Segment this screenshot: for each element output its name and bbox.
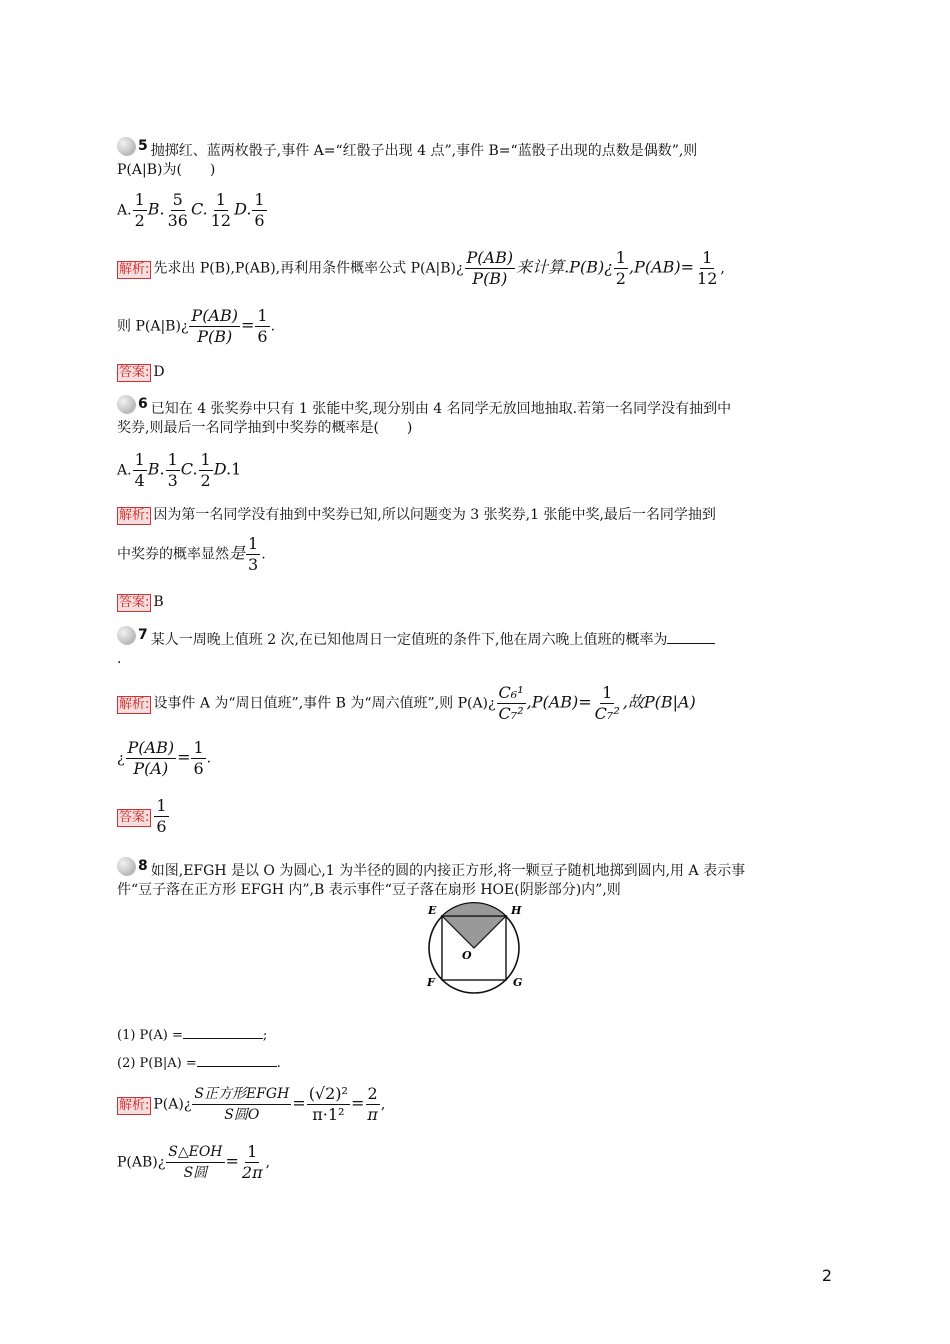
q8-analysis-line2	[117, 1142, 270, 1183]
q7-line1	[117, 625, 715, 650]
formula-fraction: $\frac{\text{C₆¹}}{\text{C₇²}}$	[498, 683, 524, 723]
option-c-value: $\frac{1}{2}$	[200, 450, 211, 490]
q8-line1	[117, 856, 745, 881]
q6-analysis-line2	[117, 534, 266, 575]
analysis-tag: 解析:	[119, 261, 150, 277]
formula-fraction: $\frac{\text{(√2)²}}{\text{π·1²}}$	[308, 1084, 348, 1124]
question-number: 5	[138, 138, 148, 154]
q7-analysis-line1	[117, 683, 696, 724]
q8-sub2	[117, 1052, 281, 1074]
answer-blank[interactable]	[183, 1024, 263, 1039]
label-o: O	[462, 949, 472, 962]
analysis-text: 来计算.P(B)¿	[516, 257, 613, 277]
question-marker-icon	[117, 626, 135, 644]
q7-stem: 某人一周晚上值班 2 次,在已知他周日一定值班的条件下,他在周六晚上值班的概率为	[150, 632, 668, 648]
analysis-text: ,	[265, 1154, 271, 1171]
formula-fraction: $\frac{1}{3}$	[248, 534, 259, 574]
analysis-text: =	[177, 747, 191, 767]
q6-answer	[117, 592, 164, 612]
analysis-text: =	[292, 1093, 306, 1113]
q8-line2: 件“豆子落在正方形 EFGH 内”,B 表示事件“豆子落在扇形 HOE(阴影部分)内”,则	[117, 882, 621, 898]
option-c-value: $\frac{1}{12}$	[210, 190, 232, 230]
formula-fraction: $\frac{1}{6}$	[193, 738, 204, 778]
question-marker-icon	[117, 395, 135, 413]
q5-line2: P(A|B)为( )	[117, 162, 216, 178]
answer-tag: 答案:	[119, 595, 150, 610]
option-b-label: B.	[147, 459, 165, 479]
q8-sub1	[117, 1024, 267, 1046]
option-d-value: 1	[231, 459, 242, 479]
segment-shaded	[442, 903, 506, 916]
analysis-text: P(AB)¿	[117, 1154, 166, 1171]
formula-fraction: $\frac{1}{6}$	[257, 306, 268, 346]
formula-fraction: $\frac{P(AB)}{P(A)}$	[127, 738, 175, 778]
answer-tag: 答案:	[119, 809, 150, 825]
answer-value: D	[153, 364, 165, 380]
label-g: G	[513, 976, 523, 989]
analysis-text: ,故P(B|A)	[622, 692, 696, 712]
q6-analysis-line1	[117, 505, 716, 525]
analysis-text: ,P(AB)=	[628, 257, 695, 277]
q6-options	[117, 450, 241, 491]
label-f: F	[427, 976, 435, 989]
option-c-label: C.	[190, 199, 208, 219]
answer-value: B	[153, 594, 164, 610]
option-d-label: D.	[234, 199, 252, 219]
analysis-text: ,	[380, 1096, 386, 1113]
option-d-label: D.	[213, 459, 232, 479]
analysis-text: .	[270, 318, 276, 335]
sector-hoe	[442, 916, 506, 948]
formula-fraction: $\frac{1}{2}$	[615, 248, 626, 288]
analysis-text: ,	[720, 260, 725, 277]
option-a-value: $\frac{1}{2}$	[134, 190, 145, 230]
q8-analysis-line1	[117, 1084, 385, 1125]
q6-stem: 已知在 4 张奖券中只有 1 张能中奖,现分别由 4 名同学无放回地抽取.若第一名同学没有抽到中	[150, 401, 732, 417]
analysis-text: 则 P(A|B)¿	[117, 318, 189, 335]
analysis-text: =	[225, 1151, 239, 1171]
q7-line2: .	[117, 651, 122, 667]
analysis-text: ¿	[117, 750, 125, 767]
analysis-text: 先求出 P(B),P(AB),再利用条件概率公式 P(A|B)¿	[153, 260, 464, 277]
analysis-tag: 解析:	[119, 508, 150, 523]
formula-fraction: $\frac{1}{2\pi}$	[241, 1142, 263, 1182]
q5-options	[117, 190, 268, 231]
q5-answer	[117, 362, 165, 382]
option-b-value: $\frac{1}{3}$	[167, 450, 178, 490]
option-b-value: $\frac{5}{36}$	[167, 190, 188, 230]
answer-value: $\frac{1}{6}$	[156, 796, 167, 836]
analysis-text: .	[206, 750, 212, 767]
sub-question-label: (1) P(A) =	[117, 1028, 183, 1043]
q5-stem: 抛掷红、蓝两枚骰子,事件 A=“红骰子出现 4 点”,事件 B=“蓝骰子出现的点数是偶数”,则	[150, 143, 698, 159]
q5-analysis-line1	[117, 248, 725, 289]
q5-analysis-line2	[117, 306, 275, 347]
formula-fraction: $\frac{\text{S正方形EFGH}}{\text{S圆O}}$	[194, 1086, 290, 1123]
analysis-text: 因为第一名同学没有抽到中奖券已知,所以问题变为 3 张奖券,1 张能中奖,最后一名同学抽到	[153, 507, 716, 523]
formula-fraction: $\frac{\text{S△EOH}}{\text{S圆}}$	[168, 1144, 223, 1181]
analysis-tag: 解析:	[119, 696, 150, 712]
option-d-value: $\frac{1}{6}$	[254, 190, 265, 230]
option-c-label: C.	[180, 459, 198, 479]
analysis-text: 是	[229, 543, 246, 563]
formula-fraction: $\frac{P(AB)}{P(B)}$	[191, 306, 238, 346]
q6-line2: 奖券,则最后一名同学抽到中奖券的概率是( )	[117, 420, 413, 436]
q7-analysis-line2	[117, 738, 211, 779]
label-h: H	[511, 904, 522, 917]
formula-fraction: $\frac{2}{\pi}$	[367, 1084, 378, 1124]
option-b-label: B.	[147, 199, 165, 219]
analysis-text: 中奖券的概率显然	[117, 546, 229, 563]
formula-fraction: $\frac{1}{12}$	[697, 248, 718, 288]
circle-square-figure	[418, 898, 530, 998]
question-marker-icon	[117, 137, 135, 155]
page-number: 2	[821, 1266, 832, 1285]
label-e: E	[428, 904, 437, 917]
question-number: 6	[138, 396, 148, 412]
question-number: 8	[138, 858, 148, 874]
answer-tag: 答案:	[119, 365, 150, 380]
answer-blank[interactable]	[667, 629, 715, 644]
question-number: 7	[138, 627, 148, 643]
analysis-text: 设事件 A 为“周日值班”,事件 B 为“周六值班”,则 P(A)¿	[153, 695, 496, 712]
answer-blank[interactable]	[197, 1052, 277, 1067]
sub-question-label: (2) P(B|A) =	[117, 1056, 197, 1071]
option-a-label: A.	[117, 202, 132, 219]
analysis-text: ,P(AB)=	[526, 692, 592, 712]
formula-fraction: $\frac{1}{\text{C₇²}}$	[594, 683, 620, 723]
analysis-text: P(A)¿	[153, 1096, 192, 1113]
sub-question-label: ;	[262, 1028, 268, 1043]
option-a-label: A.	[117, 462, 132, 479]
q7-answer	[117, 796, 170, 837]
analysis-text: =	[240, 315, 255, 335]
option-a-value: $\frac{1}{4}$	[134, 450, 145, 490]
analysis-text: =	[350, 1093, 365, 1113]
q5-line1	[117, 136, 697, 161]
formula-fraction: $\frac{P(AB)}{P(B)}$	[466, 248, 514, 288]
q8-stem: 如图,EFGH 是以 O 为圆心,1 为半径的圆的内接正方形,将一颗豆子随机地掷到圆内,用 A 表示事	[150, 863, 746, 879]
q6-line1	[117, 394, 731, 419]
sub-question-label: .	[276, 1056, 281, 1071]
analysis-tag: 解析:	[119, 1097, 150, 1113]
analysis-text: .	[261, 546, 266, 563]
question-marker-icon	[117, 857, 135, 875]
